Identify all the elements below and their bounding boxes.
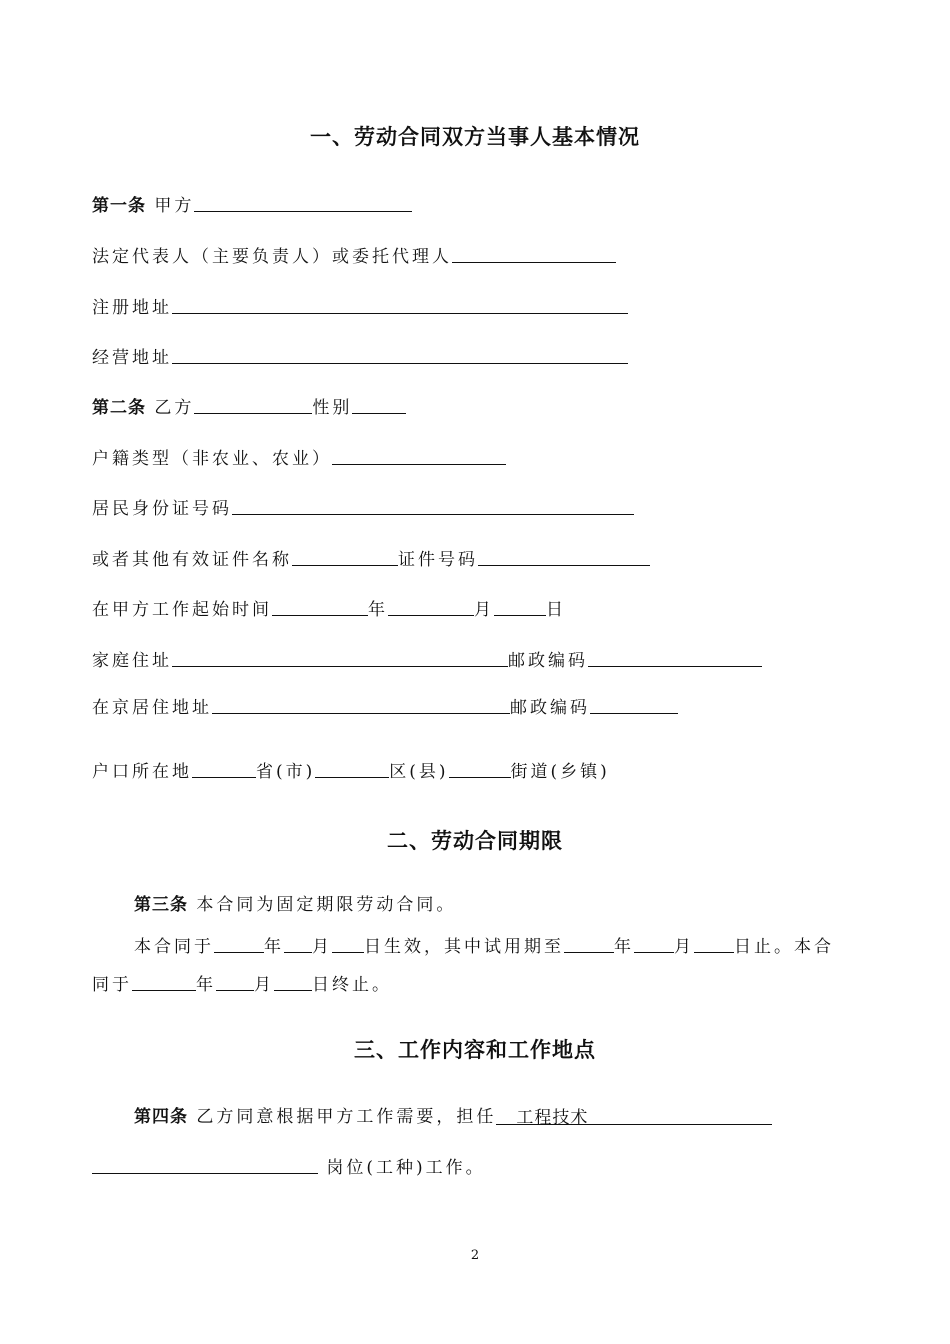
start-work-label: 在甲方工作起始时间 — [92, 600, 272, 620]
month-label: 月 — [674, 937, 694, 957]
terminate-year-field[interactable] — [132, 972, 196, 991]
article-2-party-b — [92, 395, 406, 419]
biz-address-label: 经营地址 — [92, 348, 172, 368]
district-label: 区(县) — [389, 762, 449, 782]
article-3-label: 第三条 — [134, 895, 188, 915]
hukou-type-label: 户籍类型（非农业、农业） — [92, 449, 332, 469]
trial-year-field[interactable] — [564, 934, 614, 953]
party-a-label: 甲方 — [154, 196, 195, 216]
year-label: 年 — [264, 937, 284, 957]
id-number-row — [92, 496, 634, 520]
position-suffix: 岗位(工种)工作。 — [326, 1158, 486, 1178]
year-label: 年 — [368, 600, 388, 620]
street-field[interactable] — [449, 759, 511, 778]
section-3-title: 三、工作内容和工作地点 — [354, 1038, 596, 1062]
month-label: 月 — [254, 975, 274, 995]
article-3-row — [134, 894, 456, 916]
other-id-name-field[interactable] — [292, 547, 398, 566]
year-label: 年 — [196, 975, 216, 995]
home-address-label: 家庭住址 — [92, 651, 172, 671]
province-field[interactable] — [192, 759, 256, 778]
district-field[interactable] — [315, 759, 389, 778]
article-1-party-a — [92, 193, 412, 217]
article-1-label: 第一条 — [92, 196, 146, 216]
position-field[interactable]: 工程技术 — [496, 1107, 772, 1125]
legal-rep-row — [92, 244, 616, 268]
effective-year-field[interactable] — [214, 934, 264, 953]
start-month-field[interactable] — [388, 597, 474, 616]
terminate-day-field[interactable] — [274, 972, 312, 991]
gender-label: 性别 — [312, 398, 353, 418]
id-number-label: 居民身份证号码 — [92, 499, 232, 519]
day-label: 日 — [546, 600, 566, 620]
month-label: 月 — [474, 600, 494, 620]
legal-rep-field[interactable] — [452, 244, 616, 263]
article-4-label: 第四条 — [134, 1107, 188, 1127]
home-address-field[interactable] — [172, 648, 508, 667]
contract-term-row-2 — [92, 972, 392, 996]
article-3-text: 本合同为固定期限劳动合同。 — [196, 895, 457, 915]
legal-rep-label: 法定代表人（主要负责人）或委托代理人 — [92, 247, 452, 267]
other-id-name-label: 或者其他有效证件名称 — [92, 550, 292, 570]
province-label: 省(市) — [256, 762, 316, 782]
hukou-location-row — [92, 759, 610, 783]
hukou-type-row — [92, 446, 506, 470]
trial-month-field[interactable] — [634, 934, 674, 953]
party-b-label: 乙方 — [154, 398, 195, 418]
biz-address-field[interactable] — [172, 345, 628, 364]
hukou-location-label: 户口所在地 — [92, 762, 192, 782]
party-a-field[interactable] — [194, 193, 412, 212]
beijing-address-label: 在京居住地址 — [92, 698, 212, 718]
article-2-label: 第二条 — [92, 398, 146, 418]
start-work-row — [92, 597, 566, 621]
terminate-month-field[interactable] — [216, 972, 254, 991]
section-1-title: 一、劳动合同双方当事人基本情况 — [310, 125, 640, 149]
year-label: 年 — [614, 937, 634, 957]
article-4-text: 乙方同意根据甲方工作需要，担任 — [196, 1107, 497, 1127]
reg-address-label: 注册地址 — [92, 298, 172, 318]
position-field-continued[interactable] — [92, 1155, 318, 1174]
article-4-row — [134, 1106, 772, 1128]
beijing-address-row — [92, 695, 678, 719]
reg-address-row — [92, 295, 628, 319]
page-number: 2 — [470, 1248, 480, 1263]
other-id-row — [92, 547, 650, 571]
home-postcode-field[interactable] — [588, 648, 762, 667]
effective-day-text: 日生效，其中试用期至 — [364, 937, 564, 957]
gender-field[interactable] — [352, 395, 406, 414]
terminate-day-text: 日终止。 — [312, 975, 392, 995]
effective-day-field[interactable] — [332, 934, 364, 953]
id-number-field[interactable] — [232, 496, 634, 515]
home-postcode-label: 邮政编码 — [508, 651, 588, 671]
reg-address-field[interactable] — [172, 295, 628, 314]
start-year-field[interactable] — [272, 597, 368, 616]
start-day-field[interactable] — [494, 597, 546, 616]
beijing-postcode-label: 邮政编码 — [510, 698, 590, 718]
home-address-row — [92, 648, 762, 672]
trial-day-text: 日止。本合 — [734, 937, 834, 957]
effective-month-field[interactable] — [284, 934, 312, 953]
section-2-title: 二、劳动合同期限 — [387, 829, 563, 853]
beijing-address-field[interactable] — [212, 695, 510, 714]
street-label: 街道(乡镇) — [510, 762, 610, 782]
contract-term-row-1 — [134, 934, 834, 958]
id-no-field[interactable] — [478, 547, 650, 566]
beijing-postcode-field[interactable] — [590, 695, 678, 714]
effective-prefix: 本合同于 — [134, 937, 214, 957]
party-b-field[interactable] — [194, 395, 312, 414]
terminate-prefix: 同于 — [92, 975, 132, 995]
hukou-type-field[interactable] — [332, 446, 506, 465]
id-no-label: 证件号码 — [398, 550, 478, 570]
trial-day-field[interactable] — [694, 934, 734, 953]
article-4-row-2 — [92, 1155, 486, 1179]
biz-address-row — [92, 345, 628, 369]
month-label: 月 — [312, 937, 332, 957]
